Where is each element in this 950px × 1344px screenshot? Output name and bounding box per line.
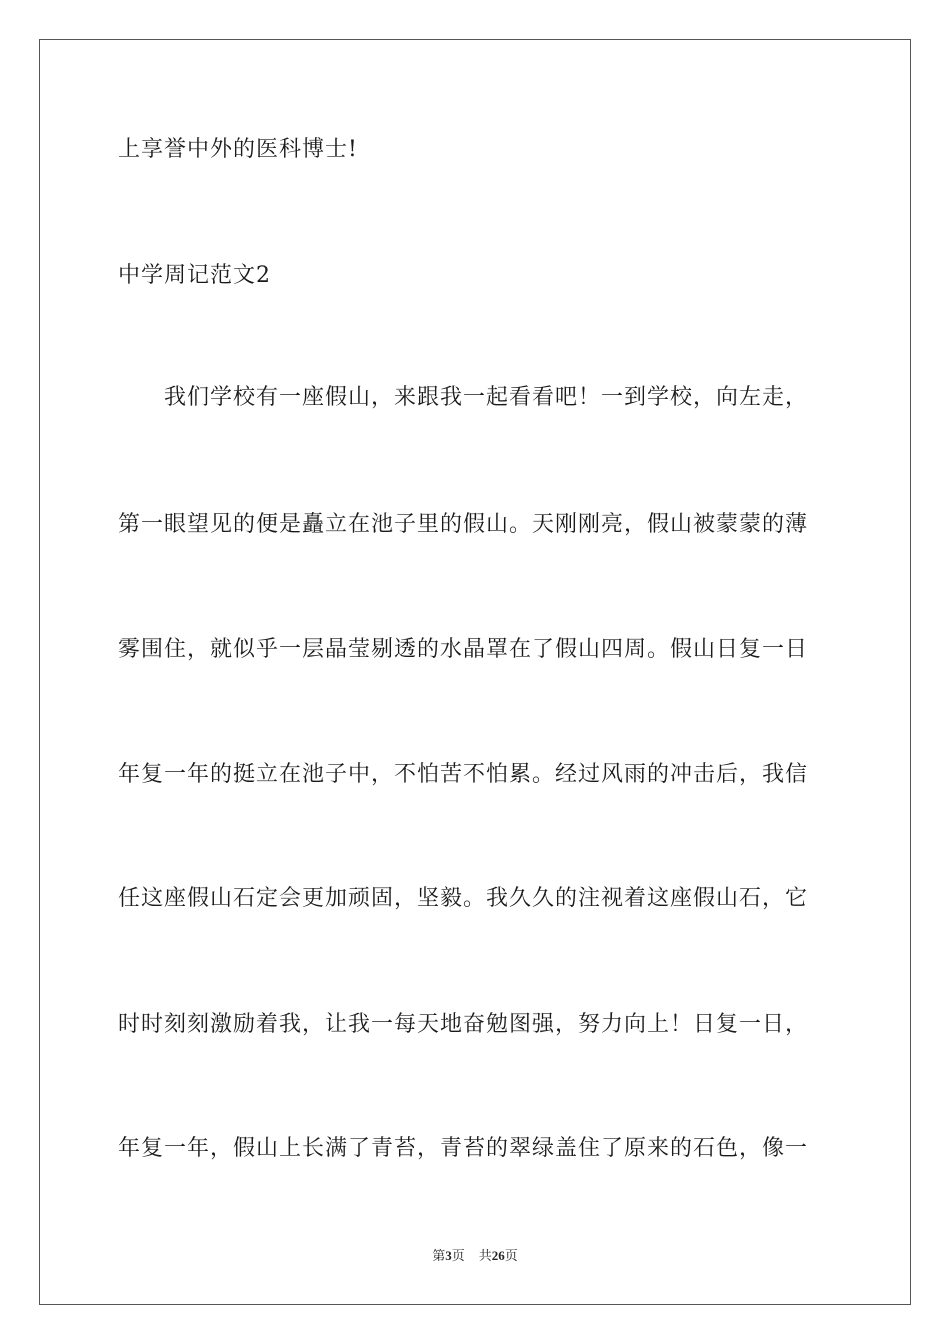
page-footer	[0, 1247, 950, 1266]
page-number: 3	[445, 1248, 452, 1263]
page-border	[39, 39, 911, 1305]
paragraph-line-1: 我们学校有一座假山，来跟我一起看看吧！一到学校，向左走，	[164, 385, 809, 410]
page-prefix: 第	[432, 1249, 446, 1264]
text-line-1: 上享誉中外的医科博士!	[118, 137, 358, 162]
total-suffix: 页	[504, 1249, 518, 1264]
paragraph-line-6: 时时刻刻激励着我，让我一每天地奋勉图强，努力向上！日复一日，	[118, 1012, 809, 1037]
paragraph-line-3: 雾围住，就似乎一层晶莹剔透的水晶罩在了假山四周。假山日复一日	[118, 637, 809, 662]
paragraph-line-2: 第一眼望见的便是矗立在池子里的假山。天刚刚亮，假山被蒙蒙的薄	[118, 512, 809, 537]
paragraph-line-5: 任这座假山石定会更加顽固，坚毅。我久久的注视着这座假山石，它	[118, 886, 809, 911]
paragraph-line-7: 年复一年，假山上长满了青苔，青苔的翠绿盖住了原来的石色，像一	[118, 1136, 809, 1161]
page-suffix: 页	[451, 1249, 465, 1264]
total-prefix: 共	[478, 1249, 492, 1264]
paragraph-line-4: 年复一年的挺立在池子中，不怕苦不怕累。经过风雨的冲击后，我信	[118, 762, 809, 787]
section-heading: 中学周记范文2	[118, 263, 271, 288]
page-total: 26	[491, 1248, 505, 1263]
